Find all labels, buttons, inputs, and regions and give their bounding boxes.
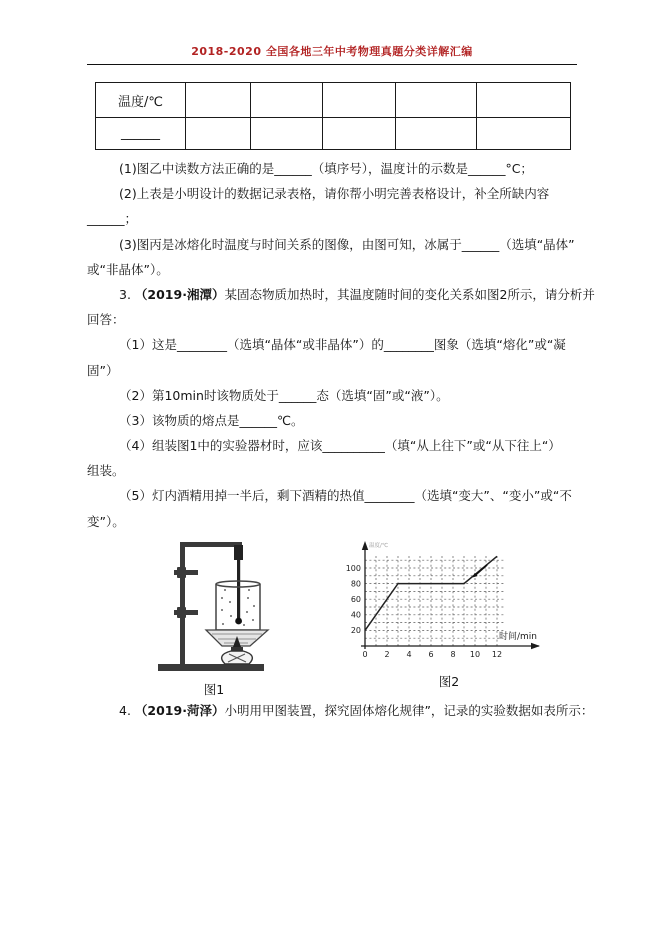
q3-part1-line1: （1）这是________（选填“晶体“或非晶体”）的________图象（选填“熔化”或“凝 [119,337,566,353]
chart-tick-labels [346,564,502,659]
x-axis-label: 时间/min [499,631,538,642]
figure2-container [335,536,563,690]
figure1-caption: 图1 [203,681,225,697]
table-cell [477,118,571,150]
q3-part5-line2: 变”）。 [87,513,125,529]
table-row-temperature [96,83,571,118]
table-cell [186,118,251,150]
q2-part2-line2: ______； [87,211,138,227]
q2-part1: (1)图乙中读数方法正确的是______（填序号），温度计的示数是______°C； [119,161,533,176]
table-cell [396,83,477,118]
table-cell [396,118,477,150]
question-text-block [87,156,595,534]
q2-part2-line1: (2)上表是小明设计的数据记录表格，请你帮小明完善表格设计，补全所缺内容 [119,186,550,202]
svg-text:12: 12 [491,649,503,659]
header-title: 2018-2020 全国各地三年中考物理真题分类详解汇编 [191,45,473,58]
q4-source: （2019·菏泽） [134,702,225,718]
q3-part2: （2）第10min时该物质处于______态（选填“固”或“液”）。 [119,387,449,403]
svg-text:20: 20 [350,626,361,636]
q3-number: 3. [119,286,135,302]
svg-text:2: 2 [384,649,390,659]
q4-stem-text: 小明用甲图装置，探究固体熔化规律”，记录的实验数据如表所示： [224,702,594,718]
apparatus-figure-drawing [152,538,277,676]
q3-part1-line2: 固”） [87,362,119,378]
thermometer [234,545,243,624]
q3-part4-line2: 组装。 [87,463,125,479]
figure2-caption: 图2 [438,673,460,689]
q2-part3-line2: 或“非晶体”）。 [87,261,169,277]
svg-text:40: 40 [350,610,361,620]
table-cell [323,118,396,150]
svg-text:10: 10 [469,649,481,659]
svg-text:80: 80 [350,579,361,589]
table-cell [251,118,323,150]
table-cell [251,83,323,118]
q4-number: 4. [119,702,135,718]
svg-text:8: 8 [450,649,456,659]
svg-text:4: 4 [406,649,412,659]
page-content [87,0,595,723]
q3-stem-text: 某固态物质加热时，其温度随时间的变化关系如图2所示，请分析并 [224,286,595,302]
q2-part3-line1: (3)图丙是冰熔化时温度与时间关系的图像，由图可知，冰属于______（选填“晶体” [119,236,575,252]
table-cell [477,83,571,118]
q3-source: （2019·湘潭） [134,286,225,302]
q4-stem-line [87,698,594,723]
svg-text:60: 60 [350,594,361,604]
q3-stem-line2: 回答： [87,312,125,328]
temperature-graph [335,536,563,668]
svg-text:0: 0 [362,649,368,659]
table-cell [323,83,396,118]
table-cell-blank-line: ______ [96,118,186,150]
table-row-blank [96,118,571,150]
table-cell-temperature-label: 温度/℃ [96,83,186,118]
q3-part3: （3）该物质的熔点是______℃。 [119,412,304,428]
q3-part5-line1: （5）灯内酒精用掉一半后，剩下酒精的热值________（选填“变大”、“变小”或“不 [119,488,572,504]
figures-row [87,536,577,697]
figure1-container [149,538,279,698]
q3-part4-line1: （4）组装图1中的实验器材时，应该__________（填“从上往下”或“从下往上“） [119,438,561,454]
y-axis-label: 温度/℃ [369,542,389,549]
svg-text:6: 6 [428,649,434,659]
svg-text:100: 100 [345,563,361,573]
iron-stand [158,542,264,671]
q3-stem-line1 [87,282,595,307]
temperature-table [95,82,571,150]
document-header [87,0,577,65]
header-rule [87,64,577,65]
table-cell [186,83,251,118]
